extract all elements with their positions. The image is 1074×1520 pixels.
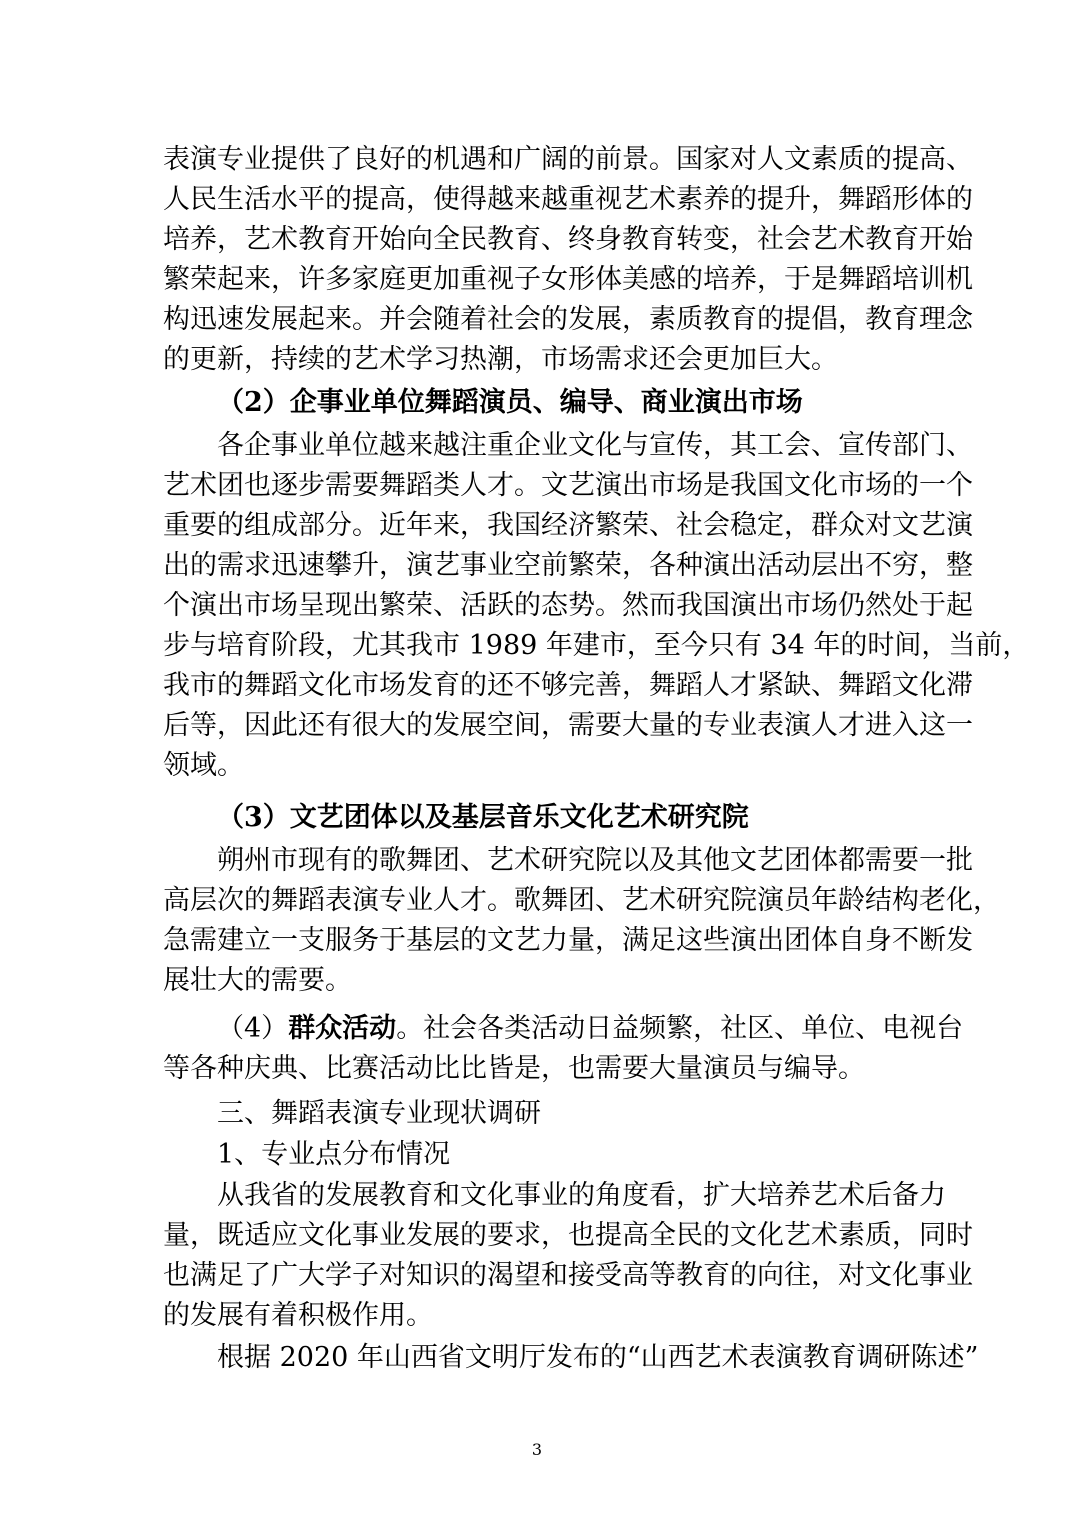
- paragraph-line: 构迅速发展起来。并会随着社会的发展，素质教育的提倡，教育理念: [163, 304, 973, 335]
- subsection-heading: 1、专业点分布情况: [217, 1139, 451, 1170]
- paragraph-line: 领域。: [163, 750, 244, 781]
- paragraph-line: 艺术团也逐步需要舞蹈类人才。文艺演出市场是我国文化市场的一个: [163, 470, 973, 501]
- paragraph-line: 我市的舞蹈文化市场发育的还不够完善，舞蹈人才紧缺、舞蹈文化滞: [163, 670, 973, 701]
- list-marker: （4）: [217, 1013, 289, 1044]
- paragraph-line: 根据 2020 年山西省文明厅发布的“山西艺术表演教育调研陈述”: [217, 1342, 979, 1373]
- paragraph-line: 的更新，持续的艺术学习热潮，市场需求还会更加巨大。: [163, 344, 838, 375]
- paragraph-line: 的发展有着积极作用。: [163, 1300, 433, 1331]
- bold-term: 群众活动: [288, 1013, 397, 1044]
- paragraph-line: 从我省的发展教育和文化事业的角度看，扩大培养艺术后备力: [217, 1180, 946, 1211]
- paragraph-line: 重要的组成部分。近年来，我国经济繁荣、社会稳定，群众对文艺演: [163, 510, 973, 541]
- paragraph-line-mixed: [217, 1009, 964, 1049]
- paragraph-line: 表演专业提供了良好的机遇和广阔的前景。国家对人文素质的提高、: [163, 144, 973, 175]
- line-text: 。社会各类活动日益频繁，社区、单位、电视台: [396, 1013, 964, 1044]
- paragraph-line: 也满足了广大学子对知识的渴望和接受高等教育的向往，对文化事业: [163, 1260, 973, 1291]
- paragraph-line: 步与培育阶段，尤其我市 1989 年建市，至今只有 34 年的时间，当前，: [163, 630, 1030, 661]
- section-heading: 三、舞蹈表演专业现状调研: [217, 1098, 541, 1129]
- section-heading: （2）企事业单位舞蹈演员、编导、商业演出市场: [217, 387, 803, 418]
- paragraph-line: 高层次的舞蹈表演专业人才。歌舞团、艺术研究院演员年龄结构老化，: [163, 885, 1000, 916]
- paragraph-line: 急需建立一支服务于基层的文艺力量，满足这些演出团体自身不断发: [163, 925, 973, 956]
- paragraph-line: 人民生活水平的提高，使得越来越重视艺术素养的提升，舞蹈形体的: [163, 184, 973, 215]
- paragraph-line: 后等，因此还有很大的发展空间，需要大量的专业表演人才进入这一: [163, 710, 973, 741]
- section-heading: （3）文艺团体以及基层音乐文化艺术研究院: [217, 802, 749, 833]
- paragraph-line: 个演出市场呈现出繁荣、活跃的态势。然而我国演出市场仍然处于起: [163, 590, 973, 621]
- paragraph-line: 出的需求迅速攀升，演艺事业空前繁荣，各种演出活动层出不穷，整: [163, 550, 973, 581]
- paragraph-line: 培养，艺术教育开始向全民教育、终身教育转变，社会艺术教育开始: [163, 224, 973, 255]
- paragraph-line: 繁荣起来，许多家庭更加重视子女形体美感的培养，于是舞蹈培训机: [163, 264, 973, 295]
- paragraph-line: 各企事业单位越来越注重企业文化与宣传，其工会、宣传部门、: [217, 430, 973, 461]
- page-number: 3: [531, 1440, 543, 1459]
- paragraph-line: 量，既适应文化事业发展的要求，也提高全民的文化艺术素质，同时: [163, 1220, 973, 1251]
- paragraph-line: 朔州市现有的歌舞团、艺术研究院以及其他文艺团体都需要一批: [217, 845, 973, 876]
- paragraph-line: 等各种庆典、比赛活动比比皆是，也需要大量演员与编导。: [163, 1053, 865, 1084]
- paragraph-line: 展壮大的需要。: [163, 965, 352, 996]
